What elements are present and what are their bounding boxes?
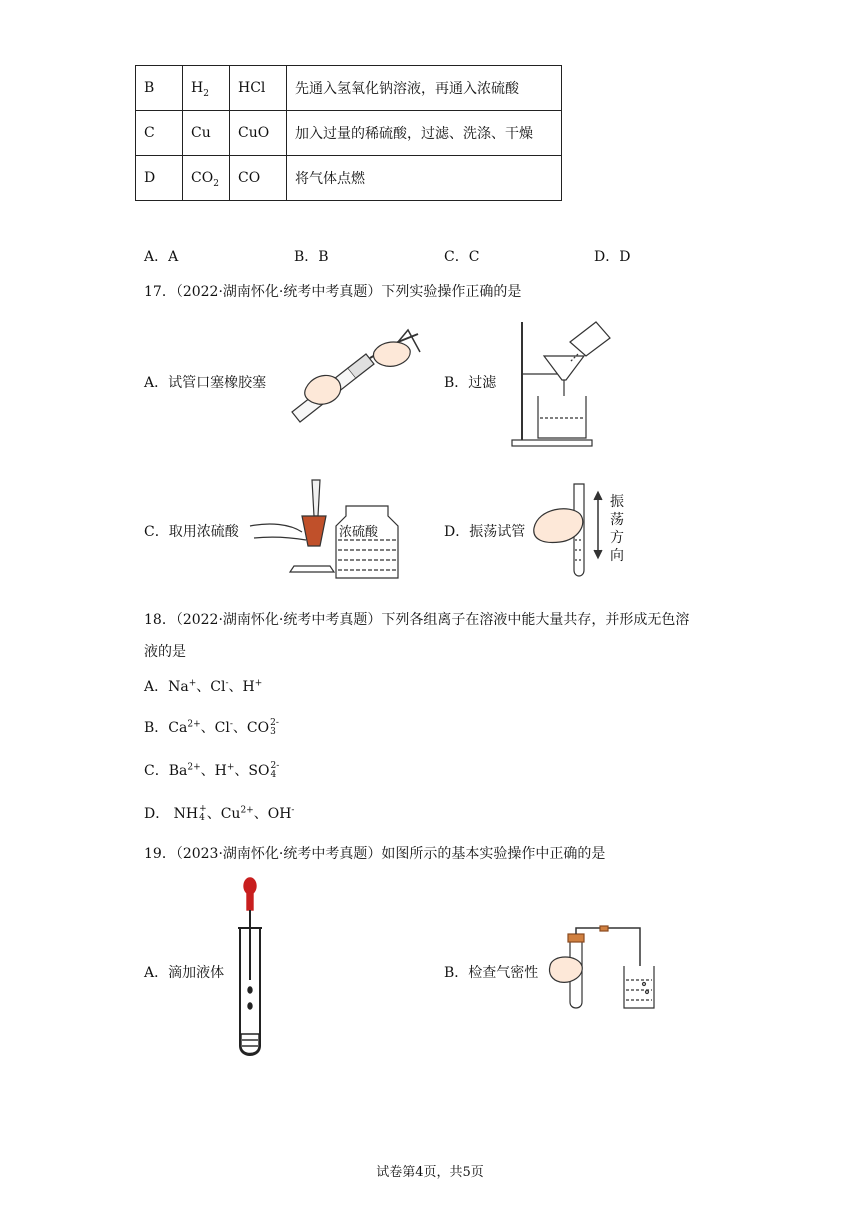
q18-option-c: C．$Ba^{2+}$、H+、SO2- 4	[144, 761, 280, 780]
substance-cell: $H_2$	[183, 66, 230, 111]
airtight-check-illustration	[548, 926, 660, 1012]
table-row	[136, 66, 562, 111]
table-row	[136, 111, 562, 156]
impurity-cell: CuO	[230, 111, 287, 156]
q16-option-a: A．A	[144, 249, 179, 265]
q16-option-b: B．B	[294, 249, 329, 265]
q17-option-b: B．过滤	[444, 375, 497, 391]
page-footer: 试卷第4页，共5页	[376, 1165, 484, 1180]
stopper-tube-illustration	[278, 322, 428, 422]
q16-option-c: C．C	[444, 249, 480, 265]
substance-cell: Cu	[183, 111, 230, 156]
options-table	[135, 65, 562, 201]
q18-stem-line-1: 18．（2022·湖南怀化·统考中考真题）下列各组离子在溶液中能大量共存，并形成无色溶	[144, 612, 690, 628]
impurity-cell: HCl	[230, 66, 287, 111]
q19-option-a: A．滴加液体	[144, 965, 225, 981]
q18-option-d: D． NH+ 4 、$Cu^{2+}$、OH-	[144, 804, 295, 823]
q17-stem: 17．（2022·湖南怀化·统考中考真题）下列实验操作正确的是	[144, 284, 522, 300]
row-label: B	[136, 66, 183, 111]
method-cell: 先通入氢氧化钠溶液，再通入浓硫酸	[287, 66, 562, 111]
row-label: D	[136, 156, 183, 201]
shake-tube-illustration	[530, 480, 640, 580]
q19-option-b: B．检查气密性	[444, 965, 539, 981]
method-cell: 加入过量的稀硫酸，过滤、洗涤、干燥	[287, 111, 562, 156]
acid-dropper-illustration	[250, 476, 410, 580]
substance-cell: $CO_2$	[183, 156, 230, 201]
method-cell: 将气体点燃	[287, 156, 562, 201]
q18-option-b: B．$Ca^{2+}$、Cl-、CO2- 3	[144, 718, 279, 737]
bottle-label: 浓硫酸	[339, 525, 379, 540]
shake-text-2: 荡	[610, 512, 624, 528]
q19-stem: 19．（2023·湖南怀化·统考中考真题）如图所示的基本实验操作中正确的是	[144, 846, 606, 862]
shake-text-4: 向	[610, 548, 624, 564]
q18-option-a: A．Na+、Cl-、H+	[144, 678, 263, 695]
impurity-cell: CO	[230, 156, 287, 201]
q18-stem-line-2: 液的是	[144, 644, 186, 660]
table-row	[136, 156, 562, 201]
q17-option-a: A．试管口塞橡胶塞	[144, 375, 267, 391]
dropper-tube-illustration	[230, 876, 270, 1060]
q17-option-c: C．取用浓硫酸	[144, 524, 239, 540]
filtration-illustration	[508, 318, 618, 450]
shake-text-1: 振	[610, 494, 624, 510]
q17-option-d: D．振荡试管	[444, 524, 526, 540]
row-label: C	[136, 111, 183, 156]
shake-text-3: 方	[610, 530, 624, 546]
q16-option-d: D．D	[594, 249, 631, 265]
